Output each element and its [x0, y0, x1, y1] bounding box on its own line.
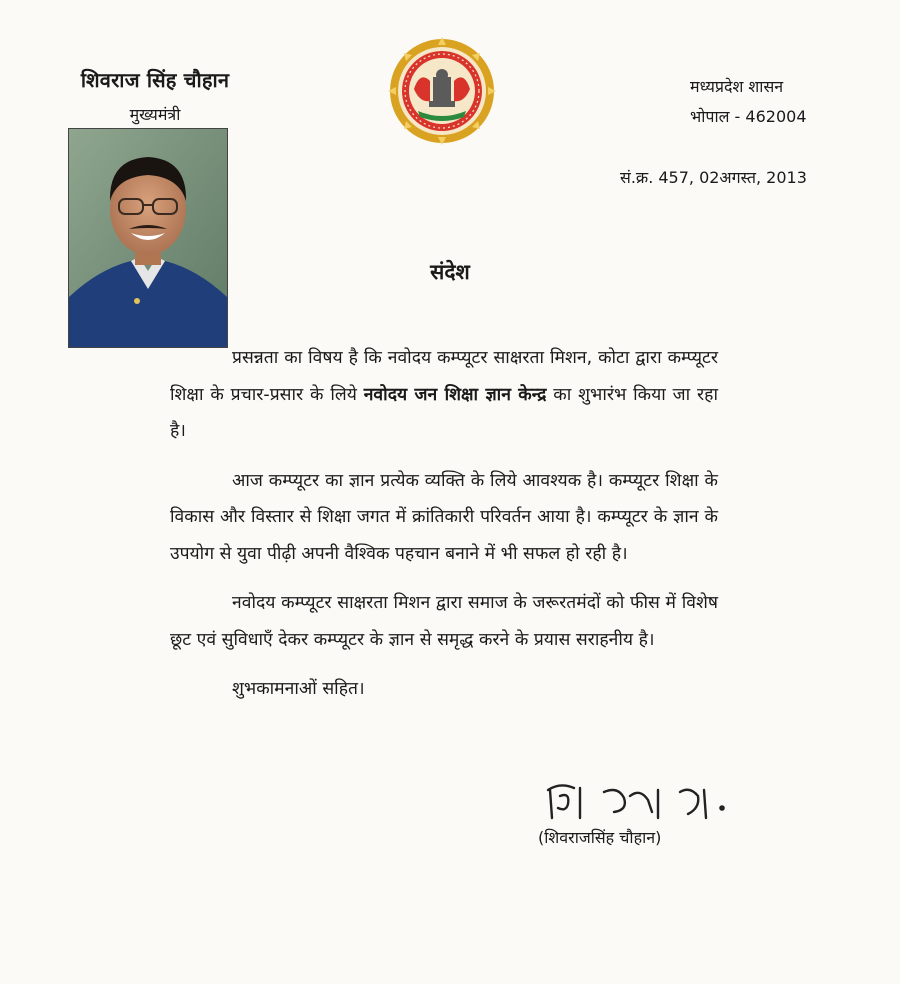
signatory-name: (शिवराजसिंह चौहान) — [538, 828, 662, 847]
sender-block — [60, 66, 250, 125]
reference-number: सं.क्र. 457, 02अगस्त, 2013 — [620, 168, 807, 187]
paragraph-3: नवोदय कम्प्यूटर साक्षरता मिशन द्वारा समाज के जरूरतमंदों को फीस में विशेष छूट एवं सुविधाएँ देकर कम्प्यूटर के ज्ञान से समृद्ध करने के प्रयास सराहनीय है। — [170, 593, 718, 650]
handwritten-signature — [540, 778, 760, 828]
paragraph-1-highlight: नवोदय जन शिक्षा ज्ञान केन्द्र — [363, 384, 547, 405]
government-city: भोपाल - 462004 — [690, 107, 807, 126]
paragraph-1-end: का शुभारंभ किया जा रहा है। — [170, 384, 718, 441]
sender-name: शिवराज सिंह चौहान — [80, 68, 230, 92]
paragraph-1-start: प्रसन्नता का विषय है कि नवोदय कम्प्यूटर साक्षरता मिशन, कोटा द्वारा कम्प्यूटर शिक्षा के प्रचार-प्रसार के लिये — [170, 348, 718, 405]
government-address — [690, 72, 807, 132]
closing-line: शुभकामनाओं सहित। — [232, 679, 365, 699]
letter-body — [170, 340, 718, 721]
paragraph-2: आज कम्प्यूटर का ज्ञान प्रत्येक व्यक्ति के लिये आवश्यक है। कम्प्यूटर शिक्षा के विकास और विस्तार से शिक्षा जगत में क्रांतिकारी परिवर्तन आया है। कम्प्यूटर के ज्ञान के उपयोग से युवा पीढ़ी अपनी वैश्विक पहचान बनाने में भी सफल हो रही है। — [170, 470, 718, 564]
portrait-photo — [68, 128, 228, 348]
paragraph-1 — [170, 340, 718, 450]
letter-heading: संदेश — [430, 260, 470, 284]
state-emblem-icon — [384, 36, 500, 146]
sender-designation: मुख्यमंत्री — [129, 105, 181, 124]
government-name: मध्यप्रदेश शासन — [690, 77, 784, 96]
